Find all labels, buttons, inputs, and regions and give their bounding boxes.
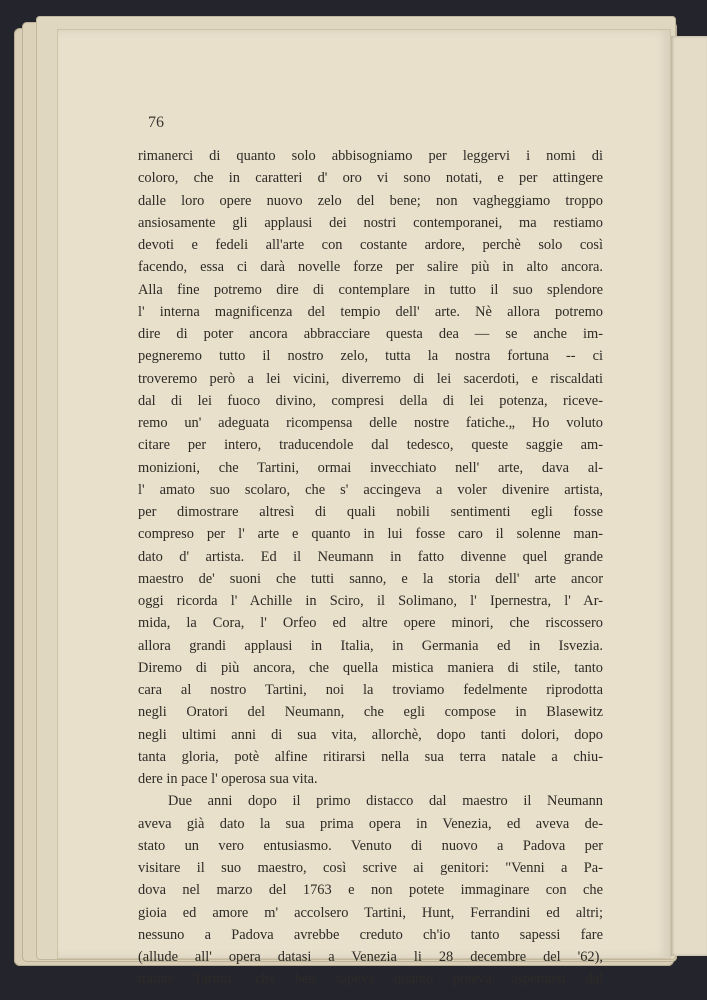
text-line: negli Oratori del Neumann, che egli compose in Blasewitz — [138, 704, 603, 721]
text-line: (allude all' opera datasi a Venezia li 28 decembre del '62), — [138, 949, 603, 965]
text-line: pegneremo tutto il nostro zelo, tutta la nostra fortuna -- ci — [138, 348, 603, 365]
text-line: gioia ed amore m' accolsero Tartini, Hunt, Ferrandini ed altri; — [138, 904, 603, 921]
text-line: dere in pace l' operosa sua vita. — [138, 771, 318, 787]
text-line: tranne Tartini, che ben sapeva quanto poteva aspettarsi dal — [138, 971, 603, 988]
text-line: Due anni dopo il primo distacco dal maestro il Neumann — [168, 793, 603, 810]
body-text — [138, 145, 603, 991]
text-line: rimanerci di quanto solo abbisogniamo per leggervi i nomi di — [138, 148, 603, 164]
text-line: l' interna magnificenza del tempio dell' arte. Nè allora potremo — [138, 303, 603, 320]
text-line: devoti e fedeli all'arte con costante ardore, perchè solo così — [138, 237, 603, 253]
text-line: dal di lei fuoco divino, compresi della di lei potenza, riceve- — [138, 392, 603, 409]
text-line: facendo, essa ci darà novelle forze per salire più in alto ancora. — [138, 259, 603, 276]
text-line: allora grandi applausi in Italia, in Germania ed in Isvezia. — [138, 637, 603, 654]
text-line: cara al nostro Tartini, noi la troviamo fedelmente riprodotta — [138, 682, 603, 698]
text-line: tanta gloria, potè alfine ritirarsi nella sua terra natale a chiu- — [138, 748, 603, 765]
text-line: negli ultimi anni di sua vita, allorchè, dopo tanti dolori, dopo — [138, 726, 603, 743]
facing-page-edge — [670, 36, 707, 956]
text-line: maestro de' suoni che tutti sanno, e la storia dell' arte ancor — [138, 570, 603, 587]
text-line: dato d' artista. Ed il Neumann in fatto divenne quel grande — [138, 548, 603, 565]
text-line: visitare il suo maestro, così scrive ai genitori: "Venni a Pa- — [138, 860, 603, 876]
page-number: 76 — [148, 114, 164, 131]
text-line: dova nel marzo del 1763 e non potete immaginare con che — [138, 882, 603, 899]
text-line: Diremo di più ancora, che quella mistica maniera di stile, tanto — [138, 659, 603, 676]
text-line: nessuno a Padova avrebbe creduto ch'io tanto sapessi fare — [138, 926, 603, 943]
text-line: per dimostrare altresì di quali nobili sentimenti egli fosse — [138, 504, 603, 520]
text-line: oggi ricorda l' Achille in Sciro, il Solimano, l' Ipernestra, l' Ar- — [138, 593, 603, 609]
text-line: citare per intero, traducendole dal tedesco, queste saggie am- — [138, 437, 603, 454]
text-line: coloro, che in caratteri d' oro vi sono notati, e per attingere — [138, 170, 603, 187]
text-line: troveremo però a lei vicini, diverremo di lei sacerdoti, e riscaldati — [138, 370, 603, 387]
text-line: aveva già dato la sua prima opera in Venezia, ed aveva de- — [138, 815, 603, 832]
text-line: compreso per l' arte e quanto in lui fosse caro il solenne man- — [138, 526, 603, 543]
text-line: Alla fine potremo dire di contemplare in tutto il suo splendore — [138, 281, 603, 298]
text-line: stato un vero entusiasmo. Venuto di nuovo a Padova per — [138, 837, 603, 854]
text-line: l' amato suo scolaro, che s' accingeva a voler divenire artista, — [138, 481, 603, 498]
text-line: dire di poter ancora abbracciare questa dea — se anche im- — [138, 326, 603, 342]
text-line: mida, la Cora, l' Orfeo ed altre opere minori, che riscossero — [138, 615, 603, 632]
text-line: remo un' adeguata ricompensa delle nostre fatiche.„ Ho voluto — [138, 415, 603, 431]
text-line: dalle loro opere nuovo zelo del bene; non vagheggiamo troppo — [138, 192, 603, 209]
text-line: monizioni, che Tartini, ormai invecchiato nell' arte, dava al- — [138, 459, 603, 476]
text-line: ansiosamente gli applausi dei nostri contemporanei, ma restiamo — [138, 214, 603, 231]
